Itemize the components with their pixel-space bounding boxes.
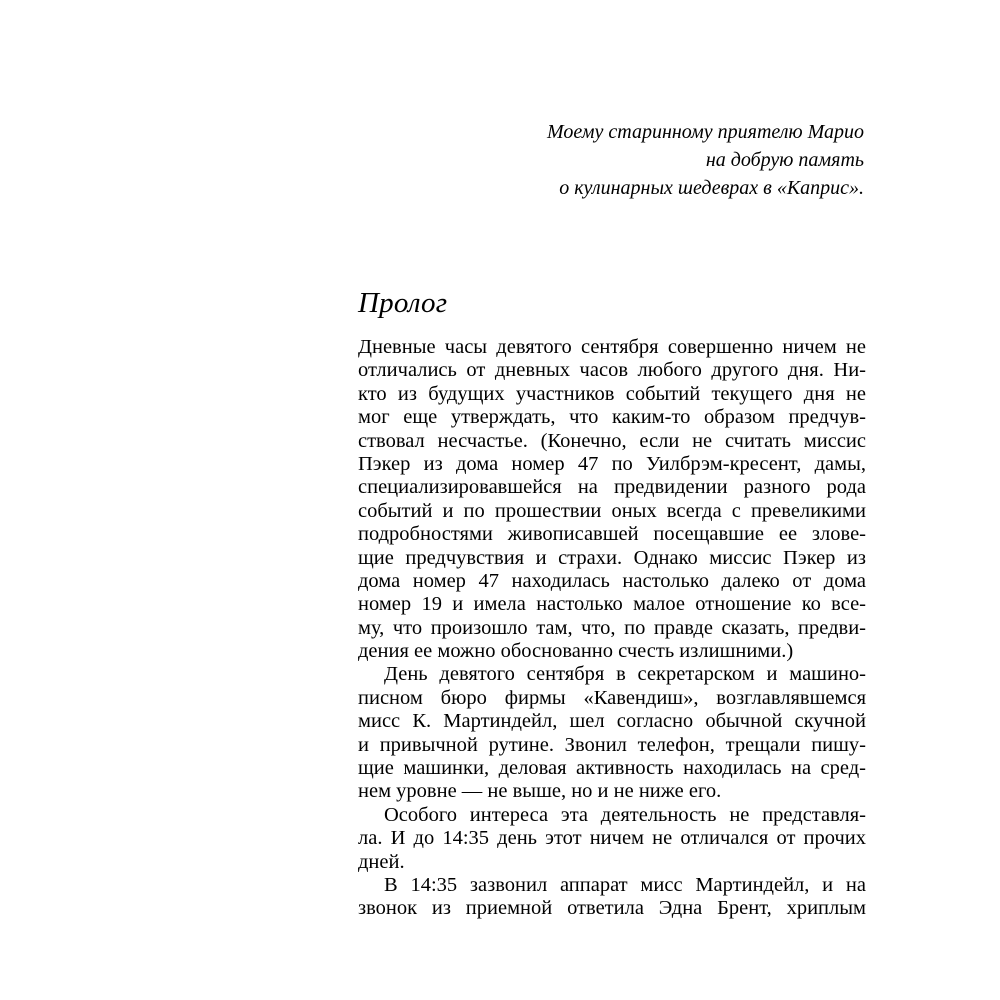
text-line: специализировавшейся на предвидении разного рода: [358, 476, 866, 499]
text-line: В 14:35 зазвонил аппарат мисс Мартиндейл, и на: [384, 873, 866, 896]
text-line: дней.: [358, 850, 405, 873]
text-line: щие предчувствия и страхи. Однако миссис Пэкер из: [358, 546, 866, 569]
text-line: звонок из приемной ответила Эдна Брент, хриплым: [358, 897, 866, 920]
dedication-line: на добрую память: [705, 149, 864, 171]
text-line: ствовал несчастье. (Конечно, если не считать миссис: [358, 429, 866, 452]
dedication-line: о кулинарных шедеврах в «Каприс».: [559, 177, 864, 199]
text-line: номер 19 и имела настолько малое отношение ко все-: [358, 593, 866, 616]
text-line: щие машинки, деловая активность находилась на сред-: [358, 757, 866, 780]
body-text: [358, 336, 866, 921]
text-line: Особого интереса эта деятельность не представля-: [384, 803, 866, 826]
text-line: Дневные часы девятого сентября совершенно ничем не: [358, 336, 866, 358]
text-line: День девятого сентября в секретарском и машино-: [384, 663, 866, 686]
text-line: мог еще утверждать, что каким-то образом предчув-: [358, 406, 866, 429]
text-line: кто из будущих участников событий текущего дня не: [358, 382, 866, 405]
text-line: писном бюро фирмы «Кавендиш», возглавлявшемся: [358, 686, 866, 709]
text-line: дения ее можно обоснованно счесть излишними.): [358, 640, 794, 663]
text-line: отличались от дневных часов любого другого дня. Ни-: [358, 359, 866, 382]
text-line: и привычной рутине. Звонил телефон, трещали пишу-: [358, 733, 866, 756]
text-line: дома номер 47 находилась настолько далеко от дома: [358, 569, 866, 592]
text-line: нем уровне — не выше, но и не ниже его.: [358, 780, 722, 803]
text-line: му, что произошло там, что, по правде сказать, предви-: [358, 616, 866, 639]
text-line: событий и по прошествии оных всегда с превеликими: [358, 499, 866, 522]
chapter-title: Пролог: [358, 287, 448, 319]
dedication: [470, 118, 864, 202]
dedication-line: Моему старинному приятелю Марио: [546, 121, 864, 143]
text-line: подробностями живописавшей посещавшие ее злове-: [358, 523, 866, 546]
text-line: мисс К. Мартиндейл, шел согласно обычной скучной: [358, 710, 866, 733]
text-line: ла. И до 14:35 день этот ничем не отличался от прочих: [358, 827, 866, 850]
text-line: Пэкер из дома номер 47 по Уилбрэм-кресент, дамы,: [358, 452, 866, 475]
